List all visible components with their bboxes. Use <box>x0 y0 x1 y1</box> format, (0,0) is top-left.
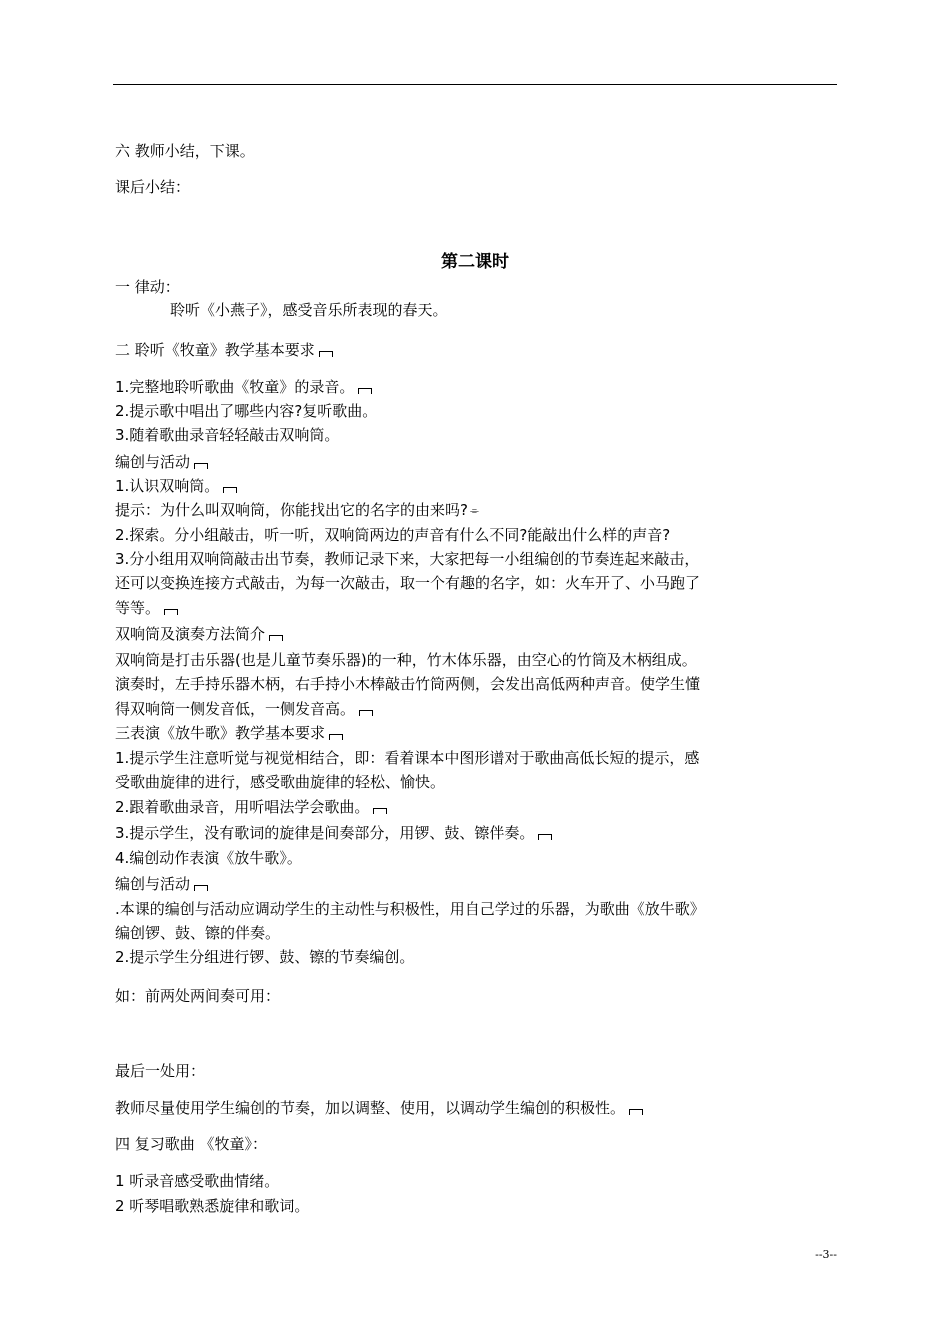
text: 3.提示学生，没有歌词的旋律是间奏部分，用锣、鼓、镲伴奏。 <box>115 824 535 842</box>
paragraph <box>115 649 837 671</box>
paragraph-continuation <box>115 572 837 594</box>
list-item <box>115 400 837 422</box>
paragraph <box>115 1097 837 1119</box>
text: 六 教师小结，下课。 <box>115 142 255 160</box>
list-item <box>115 1170 837 1192</box>
paragraph-continuation <box>115 673 837 695</box>
text: 1.认识双响筒。 <box>115 477 220 495</box>
text: 教师尽量使用学生编创的节奏，加以调整、使用，以调动学生编创的积极性。 <box>115 1099 626 1117</box>
list-item <box>115 548 837 570</box>
paragraph-mark-icon <box>194 885 208 891</box>
text: 得双响筒一侧发音低，一侧发音高。 <box>115 700 356 718</box>
text: 受歌曲旋律的进行，感受歌曲旋律的轻松、愉快。 <box>115 773 446 791</box>
text: 演奏时，左手持乐器木柄，右手持小木棒敲击竹筒两侧，会发出高低两种声音。使学生懂 <box>115 675 701 693</box>
text: 2.提示学生分组进行锣、鼓、镲的节奏编创。 <box>115 948 415 966</box>
paragraph-mark-icon <box>194 463 208 469</box>
paragraph-mark-icon <box>223 487 237 493</box>
text: 最后一处用： <box>115 1062 206 1080</box>
heading-review <box>115 1133 837 1155</box>
list-item <box>115 424 837 446</box>
text: 等等。 <box>115 599 161 617</box>
list-item <box>115 524 837 546</box>
text: 编创锣、鼓、镲的伴奏。 <box>115 924 281 942</box>
paragraph-mark-icon <box>269 635 283 641</box>
list-item <box>115 946 837 968</box>
text: 3.分小组用双响筒敲击出节奏，教师记录下来，大家把每一小组编创的节奏连起来敲击， <box>115 550 700 568</box>
text: 提示：为什么叫双响筒，你能找出它的名字的由来吗? <box>115 501 468 519</box>
list-item <box>115 822 837 844</box>
text: 四 复习歌曲 《牧童》： <box>115 1135 268 1153</box>
text: 一 律动： <box>115 278 180 296</box>
paragraph-continuation <box>115 597 837 619</box>
text: 1 听录音感受歌曲情绪。 <box>115 1172 280 1190</box>
list-item <box>115 847 837 869</box>
text: 2.提示歌中唱出了哪些内容?复听歌曲。 <box>115 402 378 420</box>
text: 1.提示学生注意听觉与视觉相结合，即：看着课本中图形谱对于歌曲高低长短的提示，感 <box>115 749 700 767</box>
text: 1.完整地聆听歌曲《牧童》的录音。 <box>115 378 355 396</box>
paragraph-continuation <box>115 698 837 720</box>
text: 课后小结： <box>115 178 191 196</box>
paragraph-mark-icon <box>373 808 387 814</box>
text: 3.随着歌曲录音轻轻敲击双响筒。 <box>115 426 340 444</box>
subheading <box>115 873 837 895</box>
heading-listening <box>115 339 837 361</box>
after-class-summary-label <box>115 176 837 198</box>
list-item <box>115 475 837 497</box>
equals-mark-icon: ⌯ <box>469 504 479 517</box>
paragraph <box>170 299 892 321</box>
page-number: --3-- <box>815 1248 837 1261</box>
text: 编创与活动 <box>115 453 191 471</box>
section-title: 第二课时 <box>441 252 509 272</box>
paragraph-mark-icon <box>538 834 552 840</box>
list-item <box>115 796 837 818</box>
header-rule <box>113 84 837 85</box>
summary-line <box>115 140 837 162</box>
paragraph-mark-icon <box>319 351 333 357</box>
text: 4.编创动作表演《放牛歌》。 <box>115 849 302 867</box>
text: .本课的编创与活动应调动学生的主动性与积极性，用自己学过的乐器，为歌曲《放牛歌》 <box>115 900 705 918</box>
paragraph-continuation <box>115 922 837 944</box>
paragraph-mark-icon <box>359 710 373 716</box>
paragraph-continuation <box>115 771 837 793</box>
text: 双响筒及演奏方法简介 <box>115 625 266 643</box>
paragraph <box>115 499 837 522</box>
text: 2.跟着歌曲录音，用听唱法学会歌曲。 <box>115 798 370 816</box>
list-item <box>115 898 837 920</box>
text: 二 聆听《牧童》教学基本要求 <box>115 341 315 359</box>
list-item <box>115 747 837 769</box>
subheading <box>115 623 837 645</box>
subheading <box>115 451 837 473</box>
text: 聆听《小燕子》，感受音乐所表现的春天。 <box>170 301 448 319</box>
text: 2 听琴唱歌熟悉旋律和歌词。 <box>115 1197 310 1215</box>
heading-rhythm <box>115 276 837 298</box>
paragraph-mark-icon <box>329 734 343 740</box>
text: 如：前两处两间奏可用： <box>115 987 281 1005</box>
text: 双响筒是打击乐器(也是儿童节奏乐器)的一种，竹木体乐器，由空心的竹筒及木柄组成。 <box>115 651 697 669</box>
paragraph-mark-icon <box>358 388 372 394</box>
paragraph-mark-icon <box>164 609 178 615</box>
text: 三表演《放牛歌》教学基本要求 <box>115 724 326 742</box>
list-item <box>115 376 837 398</box>
paragraph <box>115 1060 837 1082</box>
list-item <box>115 1195 837 1217</box>
text: 2.探索。分小组敲击，听一听，双响筒两边的声音有什么不同?能敲出什么样的声音? <box>115 526 671 544</box>
text: 编创与活动 <box>115 875 191 893</box>
paragraph <box>115 985 837 1007</box>
paragraph-mark-icon <box>629 1109 643 1115</box>
text: 还可以变换连接方式敲击，为每一次敲击，取一个有趣的名字，如：火车开了、小马跑了 <box>115 574 701 592</box>
heading-performance <box>115 722 837 744</box>
